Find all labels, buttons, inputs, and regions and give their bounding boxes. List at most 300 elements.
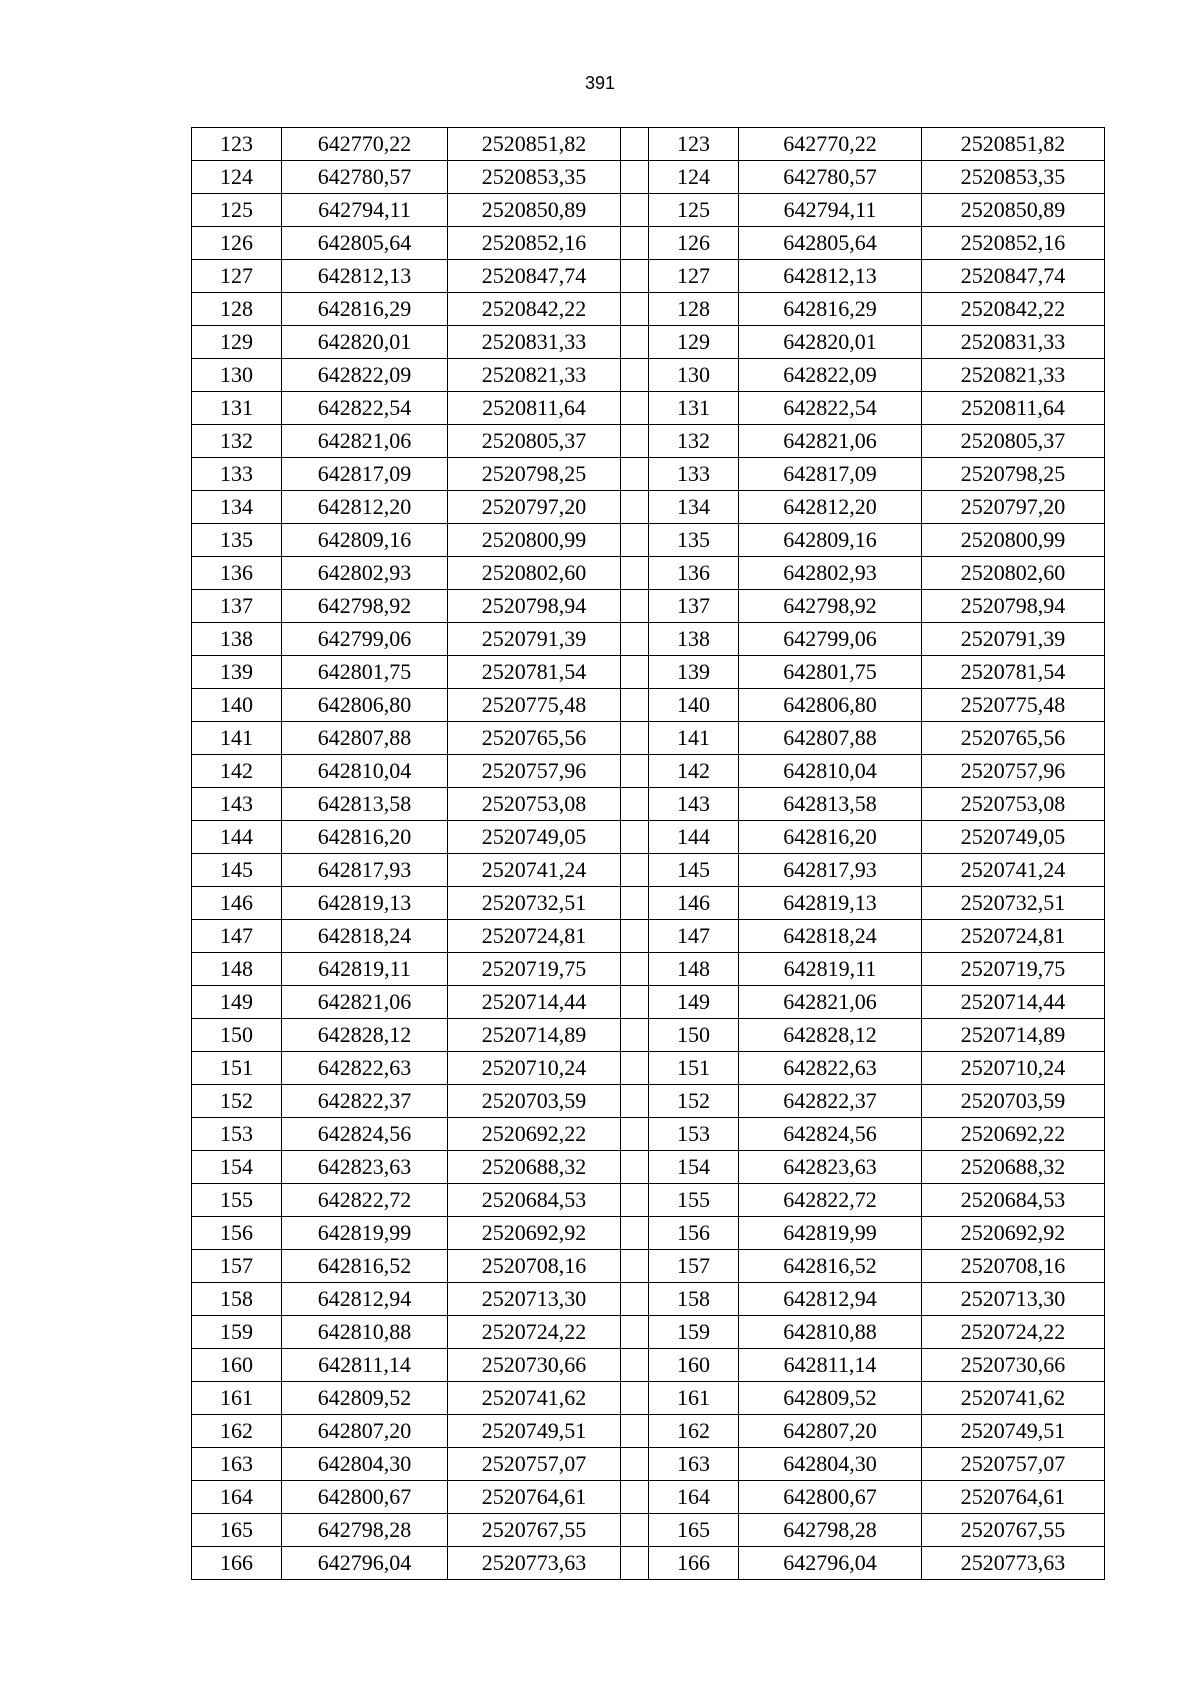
separator-cell (621, 326, 649, 359)
right-y-coordinate-cell: 2520802,60 (922, 557, 1105, 590)
right-x-coordinate-cell: 642817,09 (739, 458, 922, 491)
separator-cell (621, 590, 649, 623)
table-row (192, 1283, 1105, 1316)
right-point-number-cell: 159 (649, 1316, 739, 1349)
right-x-coordinate-cell: 642818,24 (739, 920, 922, 953)
left-x-coordinate-cell: 642796,04 (282, 1547, 448, 1580)
right-x-coordinate-cell: 642822,72 (739, 1184, 922, 1217)
left-y-coordinate-cell: 2520719,75 (448, 953, 621, 986)
right-point-number-cell: 148 (649, 953, 739, 986)
right-x-coordinate-cell: 642810,04 (739, 755, 922, 788)
left-point-number-cell: 132 (192, 425, 282, 458)
left-y-coordinate-cell: 2520764,61 (448, 1481, 621, 1514)
left-x-coordinate-cell: 642819,13 (282, 887, 448, 920)
separator-cell (621, 1382, 649, 1415)
left-point-number-cell: 128 (192, 293, 282, 326)
right-y-coordinate-cell: 2520732,51 (922, 887, 1105, 920)
separator-cell (621, 161, 649, 194)
left-point-number-cell: 131 (192, 392, 282, 425)
table-row (192, 425, 1105, 458)
left-y-coordinate-cell: 2520708,16 (448, 1250, 621, 1283)
separator-cell (621, 491, 649, 524)
left-x-coordinate-cell: 642816,29 (282, 293, 448, 326)
left-point-number-cell: 144 (192, 821, 282, 854)
right-y-coordinate-cell: 2520724,81 (922, 920, 1105, 953)
right-point-number-cell: 138 (649, 623, 739, 656)
right-x-coordinate-cell: 642822,37 (739, 1085, 922, 1118)
right-x-coordinate-cell: 642794,11 (739, 194, 922, 227)
left-x-coordinate-cell: 642810,88 (282, 1316, 448, 1349)
right-y-coordinate-cell: 2520800,99 (922, 524, 1105, 557)
right-x-coordinate-cell: 642805,64 (739, 227, 922, 260)
right-y-coordinate-cell: 2520692,22 (922, 1118, 1105, 1151)
left-x-coordinate-cell: 642821,06 (282, 986, 448, 1019)
right-y-coordinate-cell: 2520791,39 (922, 623, 1105, 656)
left-x-coordinate-cell: 642806,80 (282, 689, 448, 722)
separator-cell (621, 1151, 649, 1184)
right-point-number-cell: 135 (649, 524, 739, 557)
right-y-coordinate-cell: 2520775,48 (922, 689, 1105, 722)
left-y-coordinate-cell: 2520821,33 (448, 359, 621, 392)
separator-cell (621, 458, 649, 491)
left-x-coordinate-cell: 642812,13 (282, 260, 448, 293)
right-x-coordinate-cell: 642822,09 (739, 359, 922, 392)
right-y-coordinate-cell: 2520749,05 (922, 821, 1105, 854)
right-x-coordinate-cell: 642809,52 (739, 1382, 922, 1415)
right-x-coordinate-cell: 642801,75 (739, 656, 922, 689)
table-row (192, 260, 1105, 293)
left-x-coordinate-cell: 642805,64 (282, 227, 448, 260)
right-point-number-cell: 126 (649, 227, 739, 260)
separator-cell (621, 1217, 649, 1250)
left-point-number-cell: 137 (192, 590, 282, 623)
separator-cell (621, 1019, 649, 1052)
left-y-coordinate-cell: 2520724,22 (448, 1316, 621, 1349)
table-row (192, 1514, 1105, 1547)
table-row (192, 854, 1105, 887)
right-x-coordinate-cell: 642810,88 (739, 1316, 922, 1349)
table-row (192, 1250, 1105, 1283)
left-x-coordinate-cell: 642770,22 (282, 128, 448, 161)
right-y-coordinate-cell: 2520765,56 (922, 722, 1105, 755)
table-row (192, 755, 1105, 788)
right-y-coordinate-cell: 2520684,53 (922, 1184, 1105, 1217)
left-x-coordinate-cell: 642804,30 (282, 1448, 448, 1481)
table-row (192, 590, 1105, 623)
table-row (192, 1547, 1105, 1580)
left-point-number-cell: 157 (192, 1250, 282, 1283)
left-y-coordinate-cell: 2520842,22 (448, 293, 621, 326)
right-y-coordinate-cell: 2520688,32 (922, 1151, 1105, 1184)
table-row (192, 1184, 1105, 1217)
left-y-coordinate-cell: 2520732,51 (448, 887, 621, 920)
table-row (192, 1085, 1105, 1118)
right-x-coordinate-cell: 642819,13 (739, 887, 922, 920)
separator-cell (621, 1448, 649, 1481)
right-point-number-cell: 124 (649, 161, 739, 194)
right-x-coordinate-cell: 642796,04 (739, 1547, 922, 1580)
left-y-coordinate-cell: 2520765,56 (448, 722, 621, 755)
right-x-coordinate-cell: 642800,67 (739, 1481, 922, 1514)
right-x-coordinate-cell: 642802,93 (739, 557, 922, 590)
separator-cell (621, 194, 649, 227)
right-x-coordinate-cell: 642798,28 (739, 1514, 922, 1547)
table-row (192, 194, 1105, 227)
right-y-coordinate-cell: 2520842,22 (922, 293, 1105, 326)
separator-cell (621, 128, 649, 161)
right-x-coordinate-cell: 642806,80 (739, 689, 922, 722)
right-y-coordinate-cell: 2520851,82 (922, 128, 1105, 161)
table-row (192, 458, 1105, 491)
left-y-coordinate-cell: 2520798,94 (448, 590, 621, 623)
table-row (192, 1316, 1105, 1349)
right-point-number-cell: 162 (649, 1415, 739, 1448)
left-x-coordinate-cell: 642810,04 (282, 755, 448, 788)
left-point-number-cell: 141 (192, 722, 282, 755)
left-y-coordinate-cell: 2520773,63 (448, 1547, 621, 1580)
left-point-number-cell: 163 (192, 1448, 282, 1481)
separator-cell (621, 1118, 649, 1151)
right-y-coordinate-cell: 2520708,16 (922, 1250, 1105, 1283)
right-y-coordinate-cell: 2520741,24 (922, 854, 1105, 887)
right-point-number-cell: 133 (649, 458, 739, 491)
right-y-coordinate-cell: 2520703,59 (922, 1085, 1105, 1118)
left-x-coordinate-cell: 642824,56 (282, 1118, 448, 1151)
separator-cell (621, 1250, 649, 1283)
left-y-coordinate-cell: 2520724,81 (448, 920, 621, 953)
left-x-coordinate-cell: 642811,14 (282, 1349, 448, 1382)
left-point-number-cell: 155 (192, 1184, 282, 1217)
right-point-number-cell: 132 (649, 425, 739, 458)
left-x-coordinate-cell: 642812,94 (282, 1283, 448, 1316)
left-x-coordinate-cell: 642822,72 (282, 1184, 448, 1217)
left-x-coordinate-cell: 642794,11 (282, 194, 448, 227)
left-y-coordinate-cell: 2520714,89 (448, 1019, 621, 1052)
left-point-number-cell: 165 (192, 1514, 282, 1547)
separator-cell (621, 557, 649, 590)
right-y-coordinate-cell: 2520852,16 (922, 227, 1105, 260)
right-x-coordinate-cell: 642822,63 (739, 1052, 922, 1085)
left-point-number-cell: 139 (192, 656, 282, 689)
separator-cell (621, 1283, 649, 1316)
right-point-number-cell: 125 (649, 194, 739, 227)
left-x-coordinate-cell: 642822,63 (282, 1052, 448, 1085)
table-row (192, 1118, 1105, 1151)
left-x-coordinate-cell: 642780,57 (282, 161, 448, 194)
separator-cell (621, 1316, 649, 1349)
left-x-coordinate-cell: 642819,99 (282, 1217, 448, 1250)
separator-cell (621, 392, 649, 425)
page-number: 391 (584, 73, 616, 93)
left-y-coordinate-cell: 2520688,32 (448, 1151, 621, 1184)
left-x-coordinate-cell: 642817,09 (282, 458, 448, 491)
right-x-coordinate-cell: 642812,13 (739, 260, 922, 293)
right-x-coordinate-cell: 642812,20 (739, 491, 922, 524)
right-y-coordinate-cell: 2520753,08 (922, 788, 1105, 821)
separator-cell (621, 986, 649, 1019)
right-point-number-cell: 139 (649, 656, 739, 689)
table-row (192, 227, 1105, 260)
right-y-coordinate-cell: 2520805,37 (922, 425, 1105, 458)
right-point-number-cell: 149 (649, 986, 739, 1019)
right-point-number-cell: 145 (649, 854, 739, 887)
table-row (192, 1382, 1105, 1415)
table-row (192, 161, 1105, 194)
separator-cell (621, 788, 649, 821)
left-y-coordinate-cell: 2520775,48 (448, 689, 621, 722)
right-x-coordinate-cell: 642780,57 (739, 161, 922, 194)
right-y-coordinate-cell: 2520847,74 (922, 260, 1105, 293)
left-x-coordinate-cell: 642809,52 (282, 1382, 448, 1415)
table-row (192, 887, 1105, 920)
right-x-coordinate-cell: 642770,22 (739, 128, 922, 161)
left-y-coordinate-cell: 2520851,82 (448, 128, 621, 161)
right-point-number-cell: 153 (649, 1118, 739, 1151)
left-point-number-cell: 125 (192, 194, 282, 227)
left-x-coordinate-cell: 642798,28 (282, 1514, 448, 1547)
right-point-number-cell: 141 (649, 722, 739, 755)
separator-cell (621, 953, 649, 986)
right-x-coordinate-cell: 642807,20 (739, 1415, 922, 1448)
right-x-coordinate-cell: 642813,58 (739, 788, 922, 821)
left-point-number-cell: 130 (192, 359, 282, 392)
right-point-number-cell: 155 (649, 1184, 739, 1217)
left-y-coordinate-cell: 2520741,24 (448, 854, 621, 887)
right-y-coordinate-cell: 2520767,55 (922, 1514, 1105, 1547)
right-point-number-cell: 164 (649, 1481, 739, 1514)
right-y-coordinate-cell: 2520730,66 (922, 1349, 1105, 1382)
separator-cell (621, 821, 649, 854)
right-point-number-cell: 130 (649, 359, 739, 392)
left-x-coordinate-cell: 642807,20 (282, 1415, 448, 1448)
right-y-coordinate-cell: 2520850,89 (922, 194, 1105, 227)
left-point-number-cell: 136 (192, 557, 282, 590)
right-x-coordinate-cell: 642798,92 (739, 590, 922, 623)
right-point-number-cell: 147 (649, 920, 739, 953)
right-y-coordinate-cell: 2520714,44 (922, 986, 1105, 1019)
left-y-coordinate-cell: 2520710,24 (448, 1052, 621, 1085)
left-point-number-cell: 159 (192, 1316, 282, 1349)
right-y-coordinate-cell: 2520853,35 (922, 161, 1105, 194)
separator-cell (621, 656, 649, 689)
right-y-coordinate-cell: 2520811,64 (922, 392, 1105, 425)
left-point-number-cell: 150 (192, 1019, 282, 1052)
left-x-coordinate-cell: 642809,16 (282, 524, 448, 557)
right-point-number-cell: 123 (649, 128, 739, 161)
table-row (192, 689, 1105, 722)
left-x-coordinate-cell: 642817,93 (282, 854, 448, 887)
right-y-coordinate-cell: 2520710,24 (922, 1052, 1105, 1085)
table-row (192, 326, 1105, 359)
left-point-number-cell: 140 (192, 689, 282, 722)
left-point-number-cell: 148 (192, 953, 282, 986)
left-y-coordinate-cell: 2520753,08 (448, 788, 621, 821)
left-y-coordinate-cell: 2520713,30 (448, 1283, 621, 1316)
separator-cell (621, 1184, 649, 1217)
right-y-coordinate-cell: 2520724,22 (922, 1316, 1105, 1349)
left-point-number-cell: 161 (192, 1382, 282, 1415)
right-x-coordinate-cell: 642809,16 (739, 524, 922, 557)
table-row (192, 953, 1105, 986)
separator-cell (621, 755, 649, 788)
separator-cell (621, 1349, 649, 1382)
right-x-coordinate-cell: 642820,01 (739, 326, 922, 359)
left-point-number-cell: 138 (192, 623, 282, 656)
separator-cell (621, 227, 649, 260)
right-y-coordinate-cell: 2520773,63 (922, 1547, 1105, 1580)
left-y-coordinate-cell: 2520798,25 (448, 458, 621, 491)
right-y-coordinate-cell: 2520713,30 (922, 1283, 1105, 1316)
left-point-number-cell: 146 (192, 887, 282, 920)
left-point-number-cell: 149 (192, 986, 282, 1019)
left-x-coordinate-cell: 642799,06 (282, 623, 448, 656)
left-point-number-cell: 158 (192, 1283, 282, 1316)
left-y-coordinate-cell: 2520749,05 (448, 821, 621, 854)
separator-cell (621, 293, 649, 326)
right-point-number-cell: 137 (649, 590, 739, 623)
left-point-number-cell: 152 (192, 1085, 282, 1118)
left-point-number-cell: 127 (192, 260, 282, 293)
separator-cell (621, 854, 649, 887)
right-x-coordinate-cell: 642821,06 (739, 425, 922, 458)
right-x-coordinate-cell: 642819,99 (739, 1217, 922, 1250)
right-y-coordinate-cell: 2520764,61 (922, 1481, 1105, 1514)
left-y-coordinate-cell: 2520767,55 (448, 1514, 621, 1547)
right-point-number-cell: 151 (649, 1052, 739, 1085)
right-x-coordinate-cell: 642811,14 (739, 1349, 922, 1382)
right-x-coordinate-cell: 642819,11 (739, 953, 922, 986)
right-point-number-cell: 156 (649, 1217, 739, 1250)
right-point-number-cell: 161 (649, 1382, 739, 1415)
right-x-coordinate-cell: 642821,06 (739, 986, 922, 1019)
right-point-number-cell: 131 (649, 392, 739, 425)
separator-cell (621, 920, 649, 953)
right-x-coordinate-cell: 642816,52 (739, 1250, 922, 1283)
left-y-coordinate-cell: 2520730,66 (448, 1349, 621, 1382)
separator-cell (621, 260, 649, 293)
right-point-number-cell: 158 (649, 1283, 739, 1316)
right-x-coordinate-cell: 642799,06 (739, 623, 922, 656)
left-point-number-cell: 147 (192, 920, 282, 953)
right-y-coordinate-cell: 2520831,33 (922, 326, 1105, 359)
right-y-coordinate-cell: 2520798,94 (922, 590, 1105, 623)
left-x-coordinate-cell: 642820,01 (282, 326, 448, 359)
left-y-coordinate-cell: 2520805,37 (448, 425, 621, 458)
left-x-coordinate-cell: 642816,20 (282, 821, 448, 854)
right-y-coordinate-cell: 2520719,75 (922, 953, 1105, 986)
left-point-number-cell: 145 (192, 854, 282, 887)
right-x-coordinate-cell: 642824,56 (739, 1118, 922, 1151)
right-y-coordinate-cell: 2520749,51 (922, 1415, 1105, 1448)
left-x-coordinate-cell: 642807,88 (282, 722, 448, 755)
left-point-number-cell: 126 (192, 227, 282, 260)
right-point-number-cell: 146 (649, 887, 739, 920)
left-y-coordinate-cell: 2520847,74 (448, 260, 621, 293)
left-x-coordinate-cell: 642821,06 (282, 425, 448, 458)
table-row (192, 293, 1105, 326)
right-y-coordinate-cell: 2520798,25 (922, 458, 1105, 491)
left-x-coordinate-cell: 642813,58 (282, 788, 448, 821)
left-y-coordinate-cell: 2520781,54 (448, 656, 621, 689)
left-y-coordinate-cell: 2520757,96 (448, 755, 621, 788)
separator-cell (621, 1085, 649, 1118)
separator-cell (621, 887, 649, 920)
left-point-number-cell: 164 (192, 1481, 282, 1514)
left-y-coordinate-cell: 2520692,22 (448, 1118, 621, 1151)
table-row (192, 1052, 1105, 1085)
left-y-coordinate-cell: 2520853,35 (448, 161, 621, 194)
right-point-number-cell: 166 (649, 1547, 739, 1580)
left-x-coordinate-cell: 642822,54 (282, 392, 448, 425)
right-y-coordinate-cell: 2520821,33 (922, 359, 1105, 392)
coordinates-table (191, 127, 1105, 1580)
left-point-number-cell: 134 (192, 491, 282, 524)
table-row (192, 1349, 1105, 1382)
left-y-coordinate-cell: 2520692,92 (448, 1217, 621, 1250)
right-y-coordinate-cell: 2520757,96 (922, 755, 1105, 788)
right-point-number-cell: 150 (649, 1019, 739, 1052)
table-row (192, 1481, 1105, 1514)
left-y-coordinate-cell: 2520749,51 (448, 1415, 621, 1448)
table-row (192, 359, 1105, 392)
left-point-number-cell: 142 (192, 755, 282, 788)
left-x-coordinate-cell: 642823,63 (282, 1151, 448, 1184)
right-point-number-cell: 142 (649, 755, 739, 788)
right-point-number-cell: 143 (649, 788, 739, 821)
coordinates-table-body (192, 128, 1105, 1580)
right-point-number-cell: 154 (649, 1151, 739, 1184)
right-point-number-cell: 160 (649, 1349, 739, 1382)
left-x-coordinate-cell: 642822,37 (282, 1085, 448, 1118)
left-y-coordinate-cell: 2520791,39 (448, 623, 621, 656)
right-x-coordinate-cell: 642812,94 (739, 1283, 922, 1316)
right-point-number-cell: 134 (649, 491, 739, 524)
right-x-coordinate-cell: 642817,93 (739, 854, 922, 887)
table-row (192, 524, 1105, 557)
table-row (192, 1448, 1105, 1481)
left-x-coordinate-cell: 642818,24 (282, 920, 448, 953)
left-x-coordinate-cell: 642816,52 (282, 1250, 448, 1283)
right-y-coordinate-cell: 2520797,20 (922, 491, 1105, 524)
right-point-number-cell: 165 (649, 1514, 739, 1547)
right-y-coordinate-cell: 2520757,07 (922, 1448, 1105, 1481)
separator-cell (621, 722, 649, 755)
left-point-number-cell: 166 (192, 1547, 282, 1580)
right-point-number-cell: 127 (649, 260, 739, 293)
separator-cell (621, 524, 649, 557)
separator-cell (621, 425, 649, 458)
left-y-coordinate-cell: 2520684,53 (448, 1184, 621, 1217)
right-y-coordinate-cell: 2520741,62 (922, 1382, 1105, 1415)
table-row (192, 1415, 1105, 1448)
right-x-coordinate-cell: 642822,54 (739, 392, 922, 425)
left-point-number-cell: 162 (192, 1415, 282, 1448)
table-row (192, 392, 1105, 425)
left-y-coordinate-cell: 2520800,99 (448, 524, 621, 557)
right-x-coordinate-cell: 642804,30 (739, 1448, 922, 1481)
left-x-coordinate-cell: 642819,11 (282, 953, 448, 986)
left-point-number-cell: 129 (192, 326, 282, 359)
separator-cell (621, 1514, 649, 1547)
right-point-number-cell: 157 (649, 1250, 739, 1283)
table-row (192, 920, 1105, 953)
left-x-coordinate-cell: 642828,12 (282, 1019, 448, 1052)
left-y-coordinate-cell: 2520757,07 (448, 1448, 621, 1481)
left-x-coordinate-cell: 642800,67 (282, 1481, 448, 1514)
right-point-number-cell: 163 (649, 1448, 739, 1481)
left-y-coordinate-cell: 2520797,20 (448, 491, 621, 524)
separator-cell (621, 1052, 649, 1085)
